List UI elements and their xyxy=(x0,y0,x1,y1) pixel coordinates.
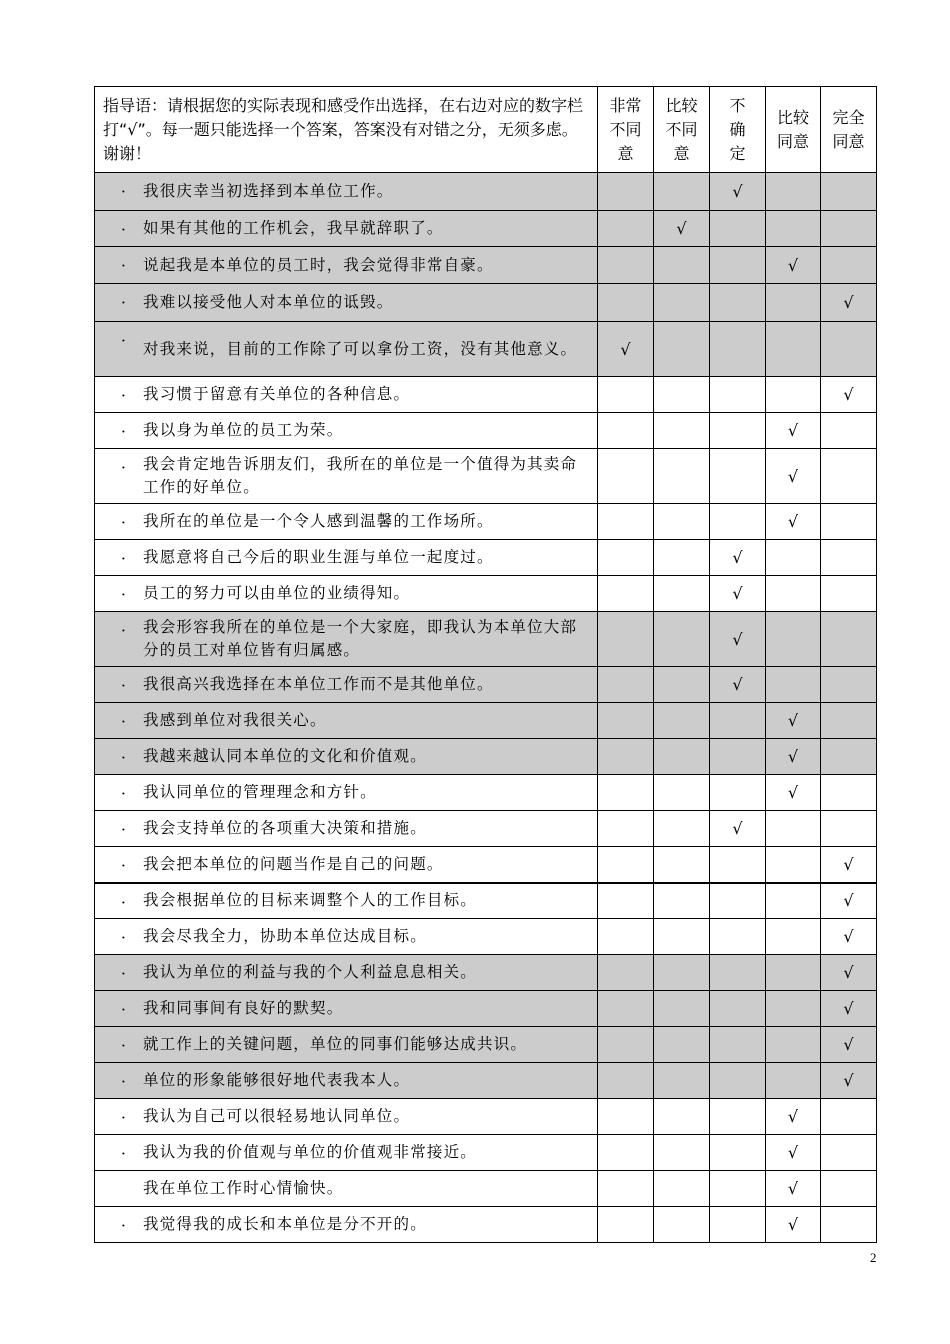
choice-cell[interactable] xyxy=(710,540,766,576)
table-row xyxy=(95,847,877,883)
table-row xyxy=(95,1063,877,1099)
item-text: 我会形容我所在的单位是一个大家庭，即我认为本单位大部分的员工对单位皆有归属感。 xyxy=(143,618,578,659)
table-row xyxy=(95,1027,877,1063)
choice-cell[interactable] xyxy=(821,739,877,775)
item-text: 对我来说，目前的工作除了可以拿份工资，没有其他意义。 xyxy=(143,339,578,358)
item-bullet: ． xyxy=(121,216,138,234)
table-row xyxy=(95,667,877,703)
item-bullet: ． xyxy=(121,327,138,345)
item-statement xyxy=(95,703,598,739)
choice-cell[interactable] xyxy=(821,413,877,449)
choice-cell[interactable] xyxy=(821,284,877,322)
table-row xyxy=(95,173,877,211)
choice-cell[interactable] xyxy=(654,775,710,811)
choice-cell[interactable] xyxy=(654,211,710,247)
item-bullet: ． xyxy=(121,509,138,527)
choice-cell[interactable] xyxy=(821,540,877,576)
table-row xyxy=(95,775,877,811)
page-number: 2 xyxy=(870,1250,877,1265)
choice-cell[interactable] xyxy=(821,1099,877,1135)
item-statement xyxy=(95,1207,598,1243)
choice-cell[interactable] xyxy=(821,991,877,1027)
choice-cell[interactable] xyxy=(654,991,710,1027)
column-header-disagree xyxy=(654,87,710,173)
item-text: 单位的形象能够很好地代表我本人。 xyxy=(143,1071,411,1089)
choice-cell[interactable] xyxy=(654,284,710,322)
choice-cell[interactable] xyxy=(654,377,710,413)
instruction-text: 指导语：请根据您的实际表现和感受作出选择，在右边对应的数字栏打“√”。每一题只能选择一个答案，答案没有对错之分，无须多虑。谢谢！ xyxy=(95,87,598,173)
item-text: 我以身为单位的员工为荣。 xyxy=(143,421,344,439)
choice-cell[interactable] xyxy=(654,919,710,955)
item-statement xyxy=(95,504,598,540)
item-text: 我觉得我的成长和本单位是分不开的。 xyxy=(143,1215,427,1233)
item-statement xyxy=(95,1099,598,1135)
column-header-uncertain xyxy=(710,87,766,173)
choice-cell[interactable] xyxy=(598,1063,654,1099)
choice-cell[interactable] xyxy=(710,1171,766,1207)
item-statement xyxy=(95,739,598,775)
check-mark: √ xyxy=(732,819,743,838)
table-row xyxy=(95,413,877,449)
item-statement xyxy=(95,413,598,449)
choice-cell[interactable] xyxy=(710,173,766,211)
item-bullet: ． xyxy=(121,178,138,196)
check-mark: √ xyxy=(732,629,743,649)
check-mark: √ xyxy=(787,1215,799,1234)
choice-cell[interactable] xyxy=(710,377,766,413)
choice-cell[interactable] xyxy=(598,247,654,284)
item-text: 我所在的单位是一个令人感到温馨的工作场所。 xyxy=(143,512,494,530)
choice-cell[interactable] xyxy=(821,919,877,955)
choice-cell[interactable] xyxy=(710,449,766,504)
item-text: 我认同单位的管理理念和方针。 xyxy=(143,783,377,801)
item-statement xyxy=(95,883,598,919)
choice-cell[interactable] xyxy=(710,883,766,919)
choice-cell[interactable] xyxy=(654,1207,710,1243)
table-row xyxy=(95,540,877,576)
table-row xyxy=(95,703,877,739)
item-text: 如果有其他的工作机会，我早就辞职了。 xyxy=(143,219,444,237)
choice-cell[interactable] xyxy=(654,883,710,919)
item-statement xyxy=(95,811,598,847)
choice-cell[interactable] xyxy=(766,377,821,413)
item-bullet: ． xyxy=(121,418,138,436)
choice-cell[interactable] xyxy=(821,667,877,703)
item-text: 我会肯定地告诉朋友们，我所在的单位是一个值得为其卖命工作的好单位。 xyxy=(143,455,578,496)
item-bullet: ． xyxy=(121,1068,138,1086)
check-mark: √ xyxy=(787,255,799,275)
choice-cell[interactable] xyxy=(766,284,821,322)
column-header-strongly-agree xyxy=(821,87,877,173)
choice-cell[interactable] xyxy=(710,576,766,612)
choice-cell[interactable] xyxy=(766,667,821,703)
choice-cell[interactable] xyxy=(821,247,877,284)
item-bullet: ． xyxy=(121,617,138,635)
table-row xyxy=(95,1135,877,1171)
choice-cell[interactable] xyxy=(766,1171,821,1207)
survey-table xyxy=(94,86,877,1243)
choice-cell[interactable] xyxy=(598,883,654,919)
column-label: 比较同意 xyxy=(776,107,809,151)
choice-cell[interactable] xyxy=(598,955,654,991)
check-mark: √ xyxy=(843,999,854,1018)
item-text: 就工作上的关键问题，单位的同事们能够达成共识。 xyxy=(143,1035,528,1053)
choice-cell[interactable] xyxy=(598,739,654,775)
table-row xyxy=(95,955,877,991)
item-bullet: ． xyxy=(121,289,138,307)
choice-cell[interactable] xyxy=(598,1171,654,1207)
column-label: 不确定 xyxy=(729,95,746,163)
table-row xyxy=(95,883,877,919)
item-bullet: ． xyxy=(121,960,138,978)
item-text: 我难以接受他人对本单位的诋毁。 xyxy=(143,293,394,311)
item-text: 我很庆幸当初选择到本单位工作。 xyxy=(143,182,394,200)
choice-cell[interactable] xyxy=(821,449,877,504)
item-bullet: ． xyxy=(121,581,138,599)
check-mark: √ xyxy=(843,385,854,404)
choice-cell[interactable] xyxy=(598,1207,654,1243)
choice-cell[interactable] xyxy=(598,540,654,576)
item-bullet: ． xyxy=(121,1140,138,1158)
choice-cell[interactable] xyxy=(766,322,821,377)
check-mark: √ xyxy=(843,1035,854,1054)
choice-cell[interactable] xyxy=(766,811,821,847)
choice-cell[interactable] xyxy=(710,667,766,703)
choice-cell[interactable] xyxy=(598,504,654,540)
column-label: 比较不同意 xyxy=(665,95,698,163)
item-statement xyxy=(95,1027,598,1063)
choice-cell[interactable] xyxy=(821,612,877,667)
table-row xyxy=(95,991,877,1027)
item-statement xyxy=(95,991,598,1027)
table-row xyxy=(95,1099,877,1135)
choice-cell[interactable] xyxy=(598,284,654,322)
choice-cell[interactable] xyxy=(598,667,654,703)
choice-cell[interactable] xyxy=(654,540,710,576)
choice-cell[interactable] xyxy=(598,612,654,667)
check-mark: √ xyxy=(787,421,799,440)
item-statement xyxy=(95,576,598,612)
choice-cell[interactable] xyxy=(766,413,821,449)
choice-cell[interactable] xyxy=(766,612,821,667)
column-header-agree xyxy=(766,87,821,173)
choice-cell[interactable] xyxy=(710,1135,766,1171)
choice-cell[interactable] xyxy=(766,1063,821,1099)
item-text: 我会支持单位的各项重大决策和措施。 xyxy=(143,819,427,837)
choice-cell[interactable] xyxy=(710,955,766,991)
check-mark: √ xyxy=(787,711,799,730)
choice-cell[interactable] xyxy=(598,377,654,413)
check-mark: √ xyxy=(732,675,743,694)
choice-cell[interactable] xyxy=(821,377,877,413)
choice-cell[interactable] xyxy=(766,991,821,1027)
item-statement xyxy=(95,322,598,377)
choice-cell[interactable] xyxy=(654,955,710,991)
table-row xyxy=(95,449,877,504)
choice-cell[interactable] xyxy=(710,739,766,775)
item-statement xyxy=(95,1171,598,1207)
item-statement xyxy=(95,173,598,211)
table-row xyxy=(95,504,877,540)
choice-cell[interactable] xyxy=(821,703,877,739)
item-bullet: ． xyxy=(121,672,138,690)
item-text: 我越来越认同本单位的文化和价值观。 xyxy=(143,747,427,765)
choice-cell[interactable] xyxy=(710,247,766,284)
item-statement xyxy=(95,449,598,504)
item-bullet: ． xyxy=(121,545,138,563)
column-header-strongly-disagree xyxy=(598,87,654,173)
choice-cell[interactable] xyxy=(710,991,766,1027)
item-bullet: ． xyxy=(121,708,138,726)
choice-cell[interactable] xyxy=(766,504,821,540)
choice-cell[interactable] xyxy=(654,576,710,612)
table-row xyxy=(95,739,877,775)
check-mark: √ xyxy=(843,293,854,312)
check-mark: √ xyxy=(843,1071,854,1090)
choice-cell[interactable] xyxy=(654,703,710,739)
item-statement xyxy=(95,1135,598,1171)
item-bullet: ． xyxy=(121,780,138,798)
choice-cell[interactable] xyxy=(710,612,766,667)
table-row xyxy=(95,1207,877,1243)
item-statement xyxy=(95,775,598,811)
choice-cell[interactable] xyxy=(821,955,877,991)
item-bullet: ． xyxy=(121,382,138,400)
choice-cell[interactable] xyxy=(654,612,710,667)
choice-cell[interactable] xyxy=(654,1171,710,1207)
item-text: 我认为自己可以很轻易地认同单位。 xyxy=(143,1107,411,1125)
choice-cell[interactable] xyxy=(766,919,821,955)
choice-cell[interactable] xyxy=(821,775,877,811)
choice-cell[interactable] xyxy=(710,413,766,449)
item-bullet: ． xyxy=(121,996,138,1014)
item-text: 我认为我的价值观与单位的价值观非常接近。 xyxy=(143,1143,478,1161)
item-statement xyxy=(95,211,598,247)
choice-cell[interactable] xyxy=(821,811,877,847)
choice-cell[interactable] xyxy=(598,173,654,211)
choice-cell[interactable] xyxy=(766,1207,821,1243)
item-text: 我在单位工作时心情愉快。 xyxy=(143,1179,344,1197)
check-mark: √ xyxy=(787,512,799,531)
choice-cell[interactable] xyxy=(766,703,821,739)
check-mark: √ xyxy=(732,548,743,567)
choice-cell[interactable] xyxy=(654,1027,710,1063)
choice-cell[interactable] xyxy=(766,1027,821,1063)
item-text: 我会把本单位的问题当作是自己的问题。 xyxy=(143,854,444,873)
choice-cell[interactable] xyxy=(766,247,821,284)
choice-cell[interactable] xyxy=(654,504,710,540)
choice-cell[interactable] xyxy=(598,775,654,811)
choice-cell[interactable] xyxy=(710,847,766,883)
check-mark: √ xyxy=(732,182,743,201)
choice-cell[interactable] xyxy=(710,322,766,377)
choice-cell[interactable] xyxy=(766,955,821,991)
item-text: 我习惯于留意有关单位的各种信息。 xyxy=(143,385,411,403)
check-mark: √ xyxy=(843,891,854,911)
choice-cell[interactable] xyxy=(654,811,710,847)
choice-cell[interactable] xyxy=(598,1135,654,1171)
choice-cell[interactable] xyxy=(766,775,821,811)
item-statement xyxy=(95,667,598,703)
item-text: 我愿意将自己今后的职业生涯与单位一起度过。 xyxy=(143,548,494,566)
choice-cell[interactable] xyxy=(654,1099,710,1135)
choice-cell[interactable] xyxy=(654,1063,710,1099)
choice-cell[interactable] xyxy=(710,504,766,540)
column-label: 完全同意 xyxy=(832,107,865,151)
item-bullet: ． xyxy=(121,744,138,762)
choice-cell[interactable] xyxy=(766,1099,821,1135)
choice-cell[interactable] xyxy=(821,1027,877,1063)
choice-cell[interactable] xyxy=(654,449,710,504)
choice-cell[interactable] xyxy=(710,1063,766,1099)
item-text: 我会尽我全力，协助本单位达成目标。 xyxy=(143,927,427,945)
table-row xyxy=(95,919,877,955)
item-statement xyxy=(95,540,598,576)
column-label: 非常不同意 xyxy=(609,95,642,163)
table-row xyxy=(95,576,877,612)
item-text: 员工的努力可以由单位的业绩得知。 xyxy=(143,584,411,602)
choice-cell[interactable] xyxy=(821,504,877,540)
choice-cell[interactable] xyxy=(598,847,654,883)
choice-cell[interactable] xyxy=(598,576,654,612)
choice-cell[interactable] xyxy=(821,322,877,377)
table-row xyxy=(95,284,877,322)
choice-cell[interactable] xyxy=(710,811,766,847)
choice-cell[interactable] xyxy=(821,1207,877,1243)
item-statement xyxy=(95,955,598,991)
item-statement xyxy=(95,247,598,284)
choice-cell[interactable] xyxy=(766,883,821,919)
choice-cell[interactable] xyxy=(710,1207,766,1243)
choice-cell[interactable] xyxy=(710,703,766,739)
item-text: 我认为单位的利益与我的个人利益息息相关。 xyxy=(143,963,478,981)
choice-cell[interactable] xyxy=(654,667,710,703)
item-text: 我会根据单位的目标来调整个人的工作目标。 xyxy=(143,891,478,910)
table-row xyxy=(95,322,877,377)
check-mark: √ xyxy=(620,339,631,359)
check-mark: √ xyxy=(787,466,799,486)
choice-cell[interactable] xyxy=(654,247,710,284)
item-statement xyxy=(95,919,598,955)
choice-cell[interactable] xyxy=(821,576,877,612)
check-mark: √ xyxy=(732,584,743,603)
item-statement xyxy=(95,847,598,883)
check-mark: √ xyxy=(843,963,854,982)
choice-cell[interactable] xyxy=(766,847,821,883)
item-bullet: ． xyxy=(121,1032,138,1050)
choice-cell[interactable] xyxy=(654,1135,710,1171)
table-row xyxy=(95,377,877,413)
item-statement xyxy=(95,1063,598,1099)
choice-cell[interactable] xyxy=(821,1135,877,1171)
choice-cell[interactable] xyxy=(821,847,877,883)
choice-cell[interactable] xyxy=(598,991,654,1027)
choice-cell[interactable] xyxy=(710,919,766,955)
table-row xyxy=(95,612,877,667)
item-statement xyxy=(95,612,598,667)
item-bullet: ． xyxy=(121,1212,138,1230)
item-bullet: ． xyxy=(121,816,138,834)
choice-cell[interactable] xyxy=(654,847,710,883)
check-mark: √ xyxy=(787,1179,799,1198)
item-text: 我很高兴我选择在本单位工作而不是其他单位。 xyxy=(143,675,494,693)
check-mark: √ xyxy=(843,927,854,946)
choice-cell[interactable] xyxy=(654,322,710,377)
choice-cell[interactable] xyxy=(598,449,654,504)
choice-cell[interactable] xyxy=(766,576,821,612)
check-mark: √ xyxy=(787,1143,799,1162)
choice-cell[interactable] xyxy=(710,1099,766,1135)
item-bullet: ． xyxy=(121,924,138,942)
choice-cell[interactable] xyxy=(598,919,654,955)
choice-cell[interactable] xyxy=(710,284,766,322)
choice-cell[interactable] xyxy=(598,811,654,847)
item-bullet: ． xyxy=(121,888,138,907)
item-bullet: ． xyxy=(121,852,138,870)
choice-cell[interactable] xyxy=(821,883,877,919)
choice-cell[interactable] xyxy=(654,739,710,775)
item-statement xyxy=(95,377,598,413)
header-row xyxy=(95,87,877,173)
choice-cell[interactable] xyxy=(598,703,654,739)
choice-cell[interactable] xyxy=(821,1171,877,1207)
choice-cell[interactable] xyxy=(598,1099,654,1135)
check-mark: √ xyxy=(787,783,799,802)
item-bullet: ． xyxy=(121,1104,138,1122)
choice-cell[interactable] xyxy=(766,540,821,576)
choice-cell[interactable] xyxy=(598,413,654,449)
choice-cell[interactable] xyxy=(654,173,710,211)
table-row xyxy=(95,211,877,247)
item-text: 我感到单位对我很关心。 xyxy=(143,711,327,729)
choice-cell[interactable] xyxy=(654,413,710,449)
choice-cell[interactable] xyxy=(710,775,766,811)
choice-cell[interactable] xyxy=(766,173,821,211)
item-text: 我和同事间有良好的默契。 xyxy=(143,999,344,1017)
item-bullet: ． xyxy=(121,252,138,270)
choice-cell[interactable] xyxy=(710,1027,766,1063)
choice-cell[interactable] xyxy=(766,211,821,247)
choice-cell[interactable] xyxy=(766,449,821,504)
choice-cell[interactable] xyxy=(821,1063,877,1099)
choice-cell[interactable] xyxy=(710,211,766,247)
table-row xyxy=(95,811,877,847)
choice-cell[interactable] xyxy=(821,173,877,211)
item-bullet: ． xyxy=(121,454,138,472)
choice-cell[interactable] xyxy=(598,211,654,247)
item-text: 说起我是本单位的员工时，我会觉得非常自豪。 xyxy=(143,255,494,274)
check-mark: √ xyxy=(787,1107,799,1126)
check-mark: √ xyxy=(676,219,687,238)
choice-cell[interactable] xyxy=(598,1027,654,1063)
table-row xyxy=(95,247,877,284)
choice-cell[interactable] xyxy=(821,211,877,247)
choice-cell[interactable] xyxy=(598,322,654,377)
check-mark: √ xyxy=(787,747,799,766)
table-row xyxy=(95,1171,877,1207)
item-statement xyxy=(95,284,598,322)
choice-cell[interactable] xyxy=(766,1135,821,1171)
check-mark: √ xyxy=(843,854,854,874)
choice-cell[interactable] xyxy=(766,739,821,775)
